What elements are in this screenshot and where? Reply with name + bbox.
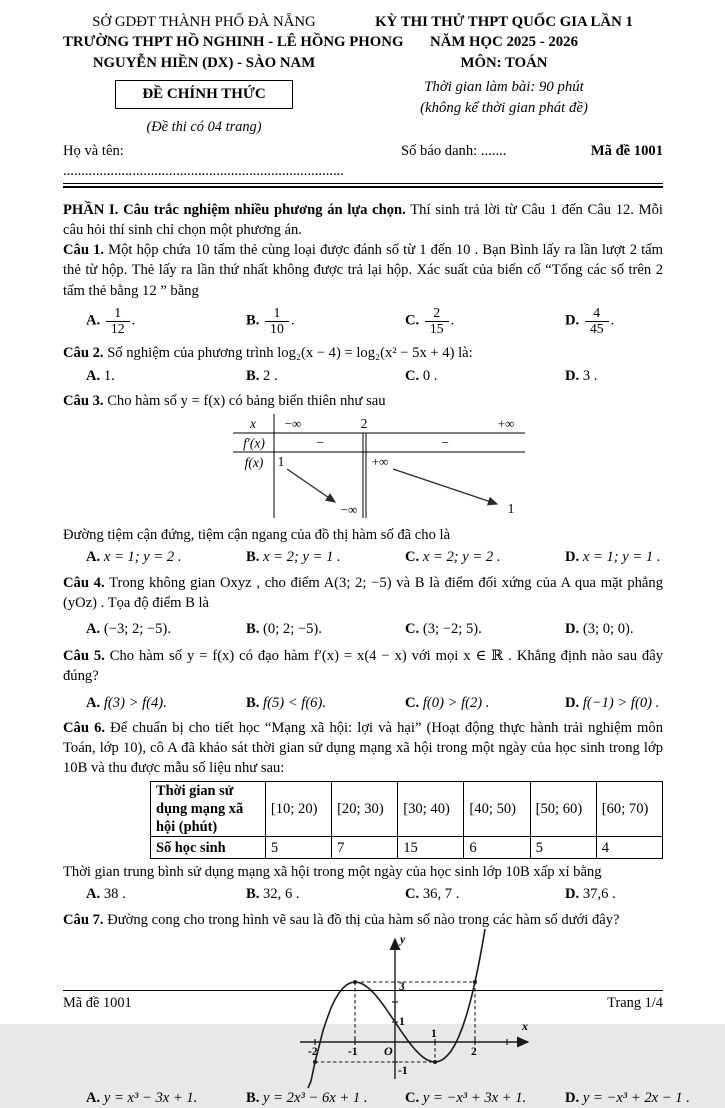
bbt-x-label: x xyxy=(250,415,256,431)
variation-table-svg xyxy=(233,414,525,518)
option-b: B. (0; 2; −5). xyxy=(246,621,322,638)
question-7-label: Câu 7. xyxy=(63,911,104,928)
candidate-id-field: Số báo danh: ....... xyxy=(401,142,507,159)
interval-cell: [20; 30) xyxy=(332,782,398,837)
count-header-cell: Số học sinh xyxy=(151,837,266,859)
school-name-1: TRƯỜNG THPT HỒ NGHINH - LÊ HỒNG PHONG xyxy=(63,34,404,51)
exam-time: Thời gian làm bài: 90 phút xyxy=(424,79,584,96)
question-7-text: Đường cong cho trong hình vẽ sau là đồ thị của hàm số nào trong các hàm số dưới đây? xyxy=(103,911,620,928)
option-a: A. 38 . xyxy=(86,886,126,903)
bbt-top-right: +∞ xyxy=(371,453,389,469)
header-school xyxy=(63,12,404,138)
option-d: D. y = −x³ + 2x − 1 . xyxy=(565,1089,690,1106)
question-6 xyxy=(63,718,663,778)
header-exam xyxy=(345,12,663,138)
question-4-text: Trong không gian Oxyz , cho điểm A(3; 2; −5) và B là điểm đối xứng của A qua mặt phẳng (yOz) . Tọa độ điểm B là xyxy=(63,575,663,612)
exam-body xyxy=(63,200,690,1108)
count-cell: 6 xyxy=(464,837,530,859)
option-a: A. $\frac{1}{12}$ . xyxy=(86,304,136,336)
count-cell: 5 xyxy=(530,837,596,859)
option-d: D. x = 1; y = 1 . xyxy=(565,549,661,566)
school-dept: SỞ GDĐT THÀNH PHỐ ĐÀ NẴNG xyxy=(92,14,316,30)
option-a: A. f(3) > f(4). xyxy=(86,694,167,711)
question-6-options xyxy=(63,884,663,904)
fraction: $\frac{1}{12}$ xyxy=(106,306,130,337)
question-1 xyxy=(63,240,663,300)
option-a: A. 1. xyxy=(86,367,115,384)
exam-subject: MÔN: TOÁN xyxy=(460,54,548,71)
header xyxy=(63,12,663,138)
question-2 xyxy=(63,343,663,363)
question-6-followup: Thời gian trung bình sử dụng mạng xã hội trong một ngày của học sinh lớp 10B xấp xỉ bằng xyxy=(63,864,602,881)
question-5-text: Cho hàm số y = f(x) có đạo hàm f′(x) = x(4 − x) với mọi x ∈ ℝ . Khẳng định nào sau đây đúng? xyxy=(63,647,663,684)
part1-intro xyxy=(63,200,663,240)
count-cell: 15 xyxy=(398,837,464,859)
option-d: D. (3; 0; 0). xyxy=(565,621,634,638)
option-b: B. y = 2x³ − 6x + 1 . xyxy=(246,1089,368,1106)
question-6-text: Để chuẩn bị cho tiết học “Mạng xã hội: lợi và hại” (Hoạt động thực hành trải nghiệm môn Toán, lớp 10), cô A đã khảo sát thời gian sử dụng mạng xã hội trong một ngày của học sinh trong lớp 10B và thu được mẫu số liệu như sau: xyxy=(63,719,664,777)
frequency-table xyxy=(150,781,663,859)
question-3-followup: Đường tiệm cận đứng, tiệm cận ngang của đồ thị hàm số đã cho là xyxy=(63,526,451,543)
bbt-arrow-down-right xyxy=(393,469,497,504)
bbt-fprime-label: f′(x) xyxy=(243,435,265,451)
option-a: A. (−3; 2; −5). xyxy=(86,621,171,638)
count-cell: 5 xyxy=(265,837,331,859)
fraction: $\frac{2}{15}$ xyxy=(425,306,449,337)
question-7-options xyxy=(63,1088,690,1108)
question-2-text: Số nghiệm của phương trình log₂(x − 4) = log₂(x² − 5x + 4) là: xyxy=(103,345,473,362)
question-3 xyxy=(63,391,663,411)
table-row xyxy=(151,837,663,859)
question-5-options xyxy=(63,693,663,713)
option-d: D. 3 . xyxy=(565,367,598,384)
exam-code: Mã đề 1001 xyxy=(590,142,663,159)
y-tick-label-3: 3 xyxy=(399,980,405,993)
option-d: D. 37,6 . xyxy=(565,886,616,903)
option-c: C. y = −x³ + 3x + 1. xyxy=(405,1089,527,1106)
fraction: $\frac{4}{45}$ xyxy=(585,306,609,337)
option-c: C. x = 2; y = 2 . xyxy=(405,549,501,566)
interval-cell: [30; 40) xyxy=(398,782,464,837)
variation-table-figure xyxy=(233,414,663,524)
fraction: $\frac{1}{10}$ xyxy=(265,306,289,337)
page-footer xyxy=(63,990,663,1014)
interval-cell: [40; 50) xyxy=(464,782,530,837)
question-1-label: Câu 1. xyxy=(63,242,105,259)
school-name-2: NGUYỄN HIỀN (DX) - SÀO NAM xyxy=(92,54,316,71)
exam-title: KỲ THI THỬ THPT QUỐC GIA LẦN 1 xyxy=(375,14,633,30)
option-b: B. f(5) < f(6). xyxy=(246,694,326,711)
x-tick-label-m2: -2 xyxy=(308,1045,318,1058)
question-4-options xyxy=(63,619,663,639)
option-c: C. $\frac{2}{15}$ . xyxy=(405,304,455,336)
option-a: A. y = x³ − 3x + 1. xyxy=(86,1089,198,1106)
x-tick-label-2: 2 xyxy=(471,1045,477,1058)
option-b: B. 32, 6 . xyxy=(246,886,300,903)
question-5 xyxy=(63,646,663,686)
header-divider xyxy=(63,183,663,188)
exam-time-note: (không kể thời gian phát đề) xyxy=(420,99,588,116)
candidate-name-field: Họ và tên: ............................................................................. xyxy=(63,142,344,179)
question-1-options xyxy=(63,306,663,337)
bbt-sign-1: − xyxy=(316,434,324,450)
official-exam-box: ĐỀ CHÍNH THỨC xyxy=(115,80,292,109)
bbt-pos-inf: +∞ xyxy=(497,415,515,431)
x-tick-label-m1: -1 xyxy=(348,1045,358,1058)
question-3-options xyxy=(63,547,663,567)
option-c: C. 36, 7 . xyxy=(405,886,460,903)
count-cell: 7 xyxy=(332,837,398,859)
option-c: C. f(0) > f(2) . xyxy=(405,694,490,711)
interval-header-cell: Thời gian sử dụng mạng xã hội (phút) xyxy=(151,782,266,837)
option-a: A. x = 1; y = 2 . xyxy=(86,549,182,566)
bbt-neg-inf: −∞ xyxy=(284,415,302,431)
question-5-label: Câu 5. xyxy=(63,647,105,664)
option-b: B. 2 . xyxy=(246,367,278,384)
question-2-label: Câu 2. xyxy=(63,345,104,362)
bbt-sign-2: − xyxy=(441,434,449,450)
interval-cell: [60; 70) xyxy=(596,782,662,837)
question-7 xyxy=(63,910,663,930)
origin-label: O xyxy=(384,1043,393,1058)
footer-page-number: Trang 1/4 xyxy=(607,995,663,1012)
question-2-options xyxy=(63,366,663,386)
bbt-f-label: f(x) xyxy=(244,454,264,470)
exam-year: NĂM HỌC 2025 - 2026 xyxy=(430,34,578,51)
option-d: D. $\frac{4}{45}$ . xyxy=(565,304,615,336)
table-row xyxy=(151,782,663,837)
candidate-row xyxy=(63,141,663,181)
interval-cell: [50; 60) xyxy=(530,782,596,837)
option-d: D. f(−1) > f(0) . xyxy=(565,694,660,711)
bbt-bottom-left: −∞ xyxy=(340,501,358,517)
question-6-label: Câu 6. xyxy=(63,719,106,736)
y-axis-label: y xyxy=(400,931,406,946)
interval-cell: [10; 20) xyxy=(265,782,331,837)
bbt-x-two: 2 xyxy=(360,415,368,431)
bbt-top-left: 1 xyxy=(277,453,285,469)
y-tick-label-m1: -1 xyxy=(398,1064,408,1077)
count-cell: 4 xyxy=(596,837,662,859)
part1-desc: Thí sinh trả lời từ Câu 1 đến Câu 12. Mỗi câu hỏi thí sinh chỉ chọn một phương án. xyxy=(63,202,663,239)
question-4 xyxy=(63,573,663,613)
option-b: B. $\frac{1}{10}$ . xyxy=(246,304,295,336)
question-4-label: Câu 4. xyxy=(63,575,105,592)
bbt-arrow-down-left xyxy=(287,469,335,502)
part1-title: PHẦN I. Câu trắc nghiệm nhiều phương án lựa chọn. xyxy=(63,202,406,219)
y-tick-label-1: 1 xyxy=(399,1015,405,1028)
pages-note: (Đề thi có 04 trang) xyxy=(146,118,262,135)
question-3-text: Cho hàm số y = f(x) có bảng biến thiên như sau xyxy=(103,392,386,409)
option-b: B. x = 2; y = 1 . xyxy=(246,549,341,566)
x-tick-label-1: 1 xyxy=(431,1027,437,1040)
option-c: C. 0 . xyxy=(405,367,438,384)
footer-exam-code: Mã đề 1001 xyxy=(63,995,132,1012)
x-axis-label: x xyxy=(522,1018,528,1033)
option-c: C. (3; −2; 5). xyxy=(405,621,482,638)
question-3-label: Câu 3. xyxy=(63,392,104,409)
question-1-text: Một hộp chứa 10 tấm thẻ cùng loại được đánh số từ 1 đến 10 . Bạn Bình lấy ra lần lượt 2 tấm thẻ từ hộp. Thẻ lấy ra lần thứ nhất không được trả lại hộp. Xác suất của biến cố “Tổng các số trên 2 tấm thẻ bằng 12 ” bằng xyxy=(63,242,664,299)
bbt-bottom-right: 1 xyxy=(507,500,515,516)
